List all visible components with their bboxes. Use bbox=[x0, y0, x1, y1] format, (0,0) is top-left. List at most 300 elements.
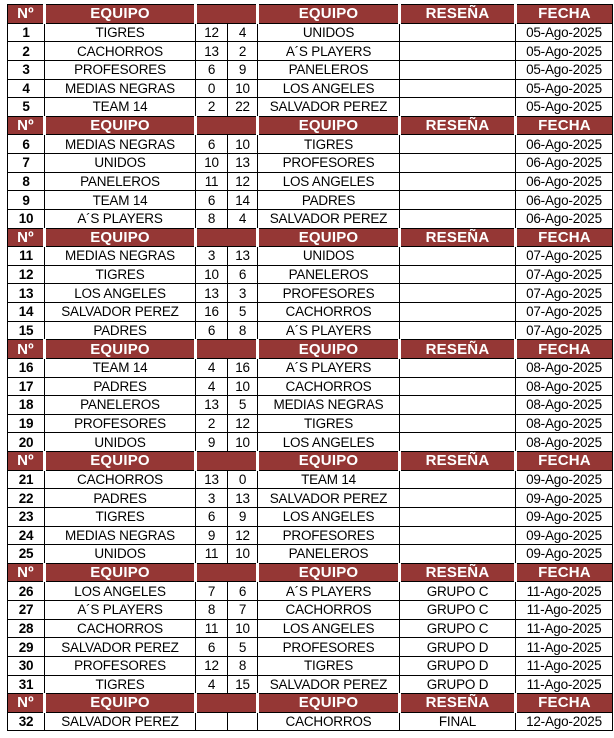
home-score-cell: 3 bbox=[196, 489, 228, 508]
fecha-cell: 09-Ago-2025 bbox=[516, 526, 613, 545]
home-team-cell: TIGRES bbox=[45, 507, 196, 526]
match-number-cell: 25 bbox=[8, 545, 45, 564]
home-team-cell: PADRES bbox=[45, 489, 196, 508]
fecha-cell: 11-Ago-2025 bbox=[516, 582, 613, 601]
header-num-cell: Nº bbox=[8, 228, 45, 247]
home-team-cell: CACHORROS bbox=[45, 619, 196, 638]
away-team-cell: LOS ANGELES bbox=[258, 172, 400, 191]
resena-cell bbox=[400, 284, 516, 303]
away-team-cell: A´S PLAYERS bbox=[258, 42, 400, 61]
fecha-cell: 07-Ago-2025 bbox=[516, 321, 613, 340]
match-number-cell: 8 bbox=[8, 172, 45, 191]
away-team-cell: LOS ANGELES bbox=[258, 507, 400, 526]
away-team-cell: LOS ANGELES bbox=[258, 433, 400, 452]
away-score-cell: 12 bbox=[228, 172, 258, 191]
match-number-cell: 32 bbox=[8, 712, 45, 731]
away-score-cell: 5 bbox=[228, 396, 258, 415]
match-row bbox=[8, 154, 613, 173]
away-team-cell: CACHORROS bbox=[258, 303, 400, 322]
match-row bbox=[8, 79, 613, 98]
resena-cell bbox=[400, 154, 516, 173]
header-fecha-cell: FECHA bbox=[516, 694, 613, 713]
match-row bbox=[8, 712, 613, 731]
away-team-cell: UNIDOS bbox=[258, 23, 400, 42]
fecha-cell: 05-Ago-2025 bbox=[516, 98, 613, 117]
header-equipo-right-cell: EQUIPO bbox=[258, 563, 400, 582]
match-row bbox=[8, 675, 613, 694]
header-num-cell: Nº bbox=[8, 563, 45, 582]
section-header-row bbox=[8, 340, 613, 359]
home-score-cell: 9 bbox=[196, 433, 228, 452]
match-row bbox=[8, 526, 613, 545]
match-row bbox=[8, 582, 613, 601]
home-score-cell: 6 bbox=[196, 191, 228, 210]
home-team-cell: LOS ANGELES bbox=[45, 582, 196, 601]
resena-cell bbox=[400, 42, 516, 61]
fecha-cell: 05-Ago-2025 bbox=[516, 79, 613, 98]
away-score-cell: 7 bbox=[228, 601, 258, 620]
home-score-cell: 13 bbox=[196, 284, 228, 303]
header-score-cell bbox=[196, 116, 258, 135]
away-score-cell: 10 bbox=[228, 79, 258, 98]
away-team-cell: PROFESORES bbox=[258, 154, 400, 173]
home-team-cell: UNIDOS bbox=[45, 433, 196, 452]
match-number-cell: 11 bbox=[8, 247, 45, 266]
away-team-cell: TEAM 14 bbox=[258, 470, 400, 489]
away-team-cell: TIGRES bbox=[258, 656, 400, 675]
section-header-row bbox=[8, 5, 613, 24]
header-num-cell: Nº bbox=[8, 452, 45, 471]
fecha-cell: 08-Ago-2025 bbox=[516, 377, 613, 396]
resena-cell bbox=[400, 358, 516, 377]
match-row bbox=[8, 60, 613, 79]
results-table bbox=[7, 4, 613, 731]
match-number-cell: 3 bbox=[8, 60, 45, 79]
fecha-cell: 05-Ago-2025 bbox=[516, 42, 613, 61]
home-team-cell: UNIDOS bbox=[45, 545, 196, 564]
home-score-cell: 3 bbox=[196, 247, 228, 266]
match-number-cell: 10 bbox=[8, 209, 45, 228]
home-team-cell: MEDIAS NEGRAS bbox=[45, 247, 196, 266]
resena-cell: GRUPO C bbox=[400, 582, 516, 601]
match-number-cell: 24 bbox=[8, 526, 45, 545]
away-score-cell: 16 bbox=[228, 358, 258, 377]
match-row bbox=[8, 23, 613, 42]
away-team-cell: SALVADOR PEREZ bbox=[258, 489, 400, 508]
resena-cell bbox=[400, 23, 516, 42]
home-score-cell: 4 bbox=[196, 377, 228, 396]
header-fecha-cell: FECHA bbox=[516, 340, 613, 359]
home-team-cell: A´S PLAYERS bbox=[45, 601, 196, 620]
resena-cell bbox=[400, 265, 516, 284]
fecha-cell: 06-Ago-2025 bbox=[516, 154, 613, 173]
resena-cell bbox=[400, 98, 516, 117]
match-number-cell: 20 bbox=[8, 433, 45, 452]
home-score-cell: 10 bbox=[196, 154, 228, 173]
home-score-cell: 11 bbox=[196, 172, 228, 191]
fecha-cell: 08-Ago-2025 bbox=[516, 433, 613, 452]
away-team-cell: SALVADOR PEREZ bbox=[258, 98, 400, 117]
header-resena-cell: RESEÑA bbox=[400, 694, 516, 713]
match-number-cell: 5 bbox=[8, 98, 45, 117]
match-number-cell: 28 bbox=[8, 619, 45, 638]
header-num-cell: Nº bbox=[8, 116, 45, 135]
resena-cell bbox=[400, 247, 516, 266]
match-row bbox=[8, 191, 613, 210]
away-team-cell: UNIDOS bbox=[258, 247, 400, 266]
home-score-cell: 8 bbox=[196, 209, 228, 228]
fecha-cell: 05-Ago-2025 bbox=[516, 60, 613, 79]
match-number-cell: 18 bbox=[8, 396, 45, 415]
fecha-cell: 07-Ago-2025 bbox=[516, 284, 613, 303]
match-row bbox=[8, 601, 613, 620]
away-score-cell: 15 bbox=[228, 675, 258, 694]
fecha-cell: 09-Ago-2025 bbox=[516, 489, 613, 508]
match-row bbox=[8, 321, 613, 340]
match-row bbox=[8, 377, 613, 396]
home-team-cell: PANELEROS bbox=[45, 396, 196, 415]
header-fecha-cell: FECHA bbox=[516, 116, 613, 135]
header-num-cell: Nº bbox=[8, 340, 45, 359]
resena-cell bbox=[400, 489, 516, 508]
away-score-cell: 8 bbox=[228, 321, 258, 340]
home-team-cell: UNIDOS bbox=[45, 154, 196, 173]
resena-cell bbox=[400, 377, 516, 396]
away-team-cell: A´S PLAYERS bbox=[258, 582, 400, 601]
match-number-cell: 27 bbox=[8, 601, 45, 620]
away-score-cell: 10 bbox=[228, 545, 258, 564]
fecha-cell: 11-Ago-2025 bbox=[516, 638, 613, 657]
fecha-cell: 06-Ago-2025 bbox=[516, 209, 613, 228]
fecha-cell: 06-Ago-2025 bbox=[516, 135, 613, 154]
header-num-cell: Nº bbox=[8, 694, 45, 713]
away-score-cell: 9 bbox=[228, 60, 258, 79]
header-fecha-cell: FECHA bbox=[516, 5, 613, 24]
home-team-cell: PROFESORES bbox=[45, 60, 196, 79]
away-score-cell: 10 bbox=[228, 135, 258, 154]
match-number-cell: 1 bbox=[8, 23, 45, 42]
home-team-cell: TIGRES bbox=[45, 23, 196, 42]
fecha-cell: 08-Ago-2025 bbox=[516, 396, 613, 415]
away-team-cell: A´S PLAYERS bbox=[258, 321, 400, 340]
home-score-cell: 6 bbox=[196, 321, 228, 340]
fecha-cell: 09-Ago-2025 bbox=[516, 545, 613, 564]
away-team-cell: CACHORROS bbox=[258, 712, 400, 731]
header-equipo-left-cell: EQUIPO bbox=[45, 228, 196, 247]
away-score-cell: 13 bbox=[228, 154, 258, 173]
away-score-cell: 6 bbox=[228, 582, 258, 601]
resena-cell bbox=[400, 507, 516, 526]
resena-cell bbox=[400, 209, 516, 228]
match-number-cell: 4 bbox=[8, 79, 45, 98]
away-score-cell: 13 bbox=[228, 247, 258, 266]
home-score-cell: 4 bbox=[196, 358, 228, 377]
header-equipo-left-cell: EQUIPO bbox=[45, 116, 196, 135]
match-number-cell: 6 bbox=[8, 135, 45, 154]
match-number-cell: 16 bbox=[8, 358, 45, 377]
match-row bbox=[8, 619, 613, 638]
match-row bbox=[8, 489, 613, 508]
fecha-cell: 11-Ago-2025 bbox=[516, 675, 613, 694]
away-team-cell: PROFESORES bbox=[258, 638, 400, 657]
match-row bbox=[8, 284, 613, 303]
resena-cell bbox=[400, 79, 516, 98]
fecha-cell: 06-Ago-2025 bbox=[516, 191, 613, 210]
match-number-cell: 13 bbox=[8, 284, 45, 303]
away-team-cell: PROFESORES bbox=[258, 284, 400, 303]
away-team-cell: SALVADOR PEREZ bbox=[258, 675, 400, 694]
header-equipo-right-cell: EQUIPO bbox=[258, 228, 400, 247]
home-score-cell: 2 bbox=[196, 98, 228, 117]
home-score-cell: 2 bbox=[196, 414, 228, 433]
home-team-cell: SALVADOR PEREZ bbox=[45, 638, 196, 657]
resena-cell: GRUPO D bbox=[400, 638, 516, 657]
match-number-cell: 31 bbox=[8, 675, 45, 694]
match-number-cell: 17 bbox=[8, 377, 45, 396]
away-team-cell: CACHORROS bbox=[258, 377, 400, 396]
away-score-cell: 12 bbox=[228, 526, 258, 545]
home-team-cell: PROFESORES bbox=[45, 414, 196, 433]
match-row bbox=[8, 638, 613, 657]
home-score-cell: 13 bbox=[196, 470, 228, 489]
away-score-cell: 5 bbox=[228, 638, 258, 657]
header-resena-cell: RESEÑA bbox=[400, 228, 516, 247]
results-table-body bbox=[8, 5, 613, 731]
home-score-cell: 13 bbox=[196, 396, 228, 415]
match-number-cell: 14 bbox=[8, 303, 45, 322]
away-score-cell: 10 bbox=[228, 619, 258, 638]
fecha-cell: 12-Ago-2025 bbox=[516, 712, 613, 731]
match-number-cell: 9 bbox=[8, 191, 45, 210]
match-number-cell: 21 bbox=[8, 470, 45, 489]
home-team-cell: MEDIAS NEGRAS bbox=[45, 135, 196, 154]
home-team-cell: TIGRES bbox=[45, 265, 196, 284]
home-team-cell: CACHORROS bbox=[45, 42, 196, 61]
fecha-cell: 07-Ago-2025 bbox=[516, 265, 613, 284]
home-team-cell: TEAM 14 bbox=[45, 191, 196, 210]
away-score-cell bbox=[228, 712, 258, 731]
fecha-cell: 05-Ago-2025 bbox=[516, 23, 613, 42]
away-team-cell: PROFESORES bbox=[258, 526, 400, 545]
away-team-cell: SALVADOR PEREZ bbox=[258, 209, 400, 228]
away-team-cell: A´S PLAYERS bbox=[258, 358, 400, 377]
header-num-cell: Nº bbox=[8, 5, 45, 24]
away-score-cell: 10 bbox=[228, 433, 258, 452]
match-row bbox=[8, 414, 613, 433]
resena-cell bbox=[400, 545, 516, 564]
fecha-cell: 07-Ago-2025 bbox=[516, 303, 613, 322]
match-row bbox=[8, 247, 613, 266]
home-team-cell: A´S PLAYERS bbox=[45, 209, 196, 228]
away-team-cell: TIGRES bbox=[258, 135, 400, 154]
home-score-cell: 12 bbox=[196, 656, 228, 675]
away-team-cell: LOS ANGELES bbox=[258, 79, 400, 98]
home-score-cell: 11 bbox=[196, 545, 228, 564]
header-equipo-left-cell: EQUIPO bbox=[45, 694, 196, 713]
resena-cell bbox=[400, 172, 516, 191]
away-score-cell: 3 bbox=[228, 284, 258, 303]
fecha-cell: 08-Ago-2025 bbox=[516, 414, 613, 433]
header-equipo-right-cell: EQUIPO bbox=[258, 452, 400, 471]
home-score-cell: 10 bbox=[196, 265, 228, 284]
match-row bbox=[8, 42, 613, 61]
home-score-cell: 11 bbox=[196, 619, 228, 638]
fecha-cell: 08-Ago-2025 bbox=[516, 358, 613, 377]
header-resena-cell: RESEÑA bbox=[400, 563, 516, 582]
match-row bbox=[8, 209, 613, 228]
header-fecha-cell: FECHA bbox=[516, 228, 613, 247]
header-equipo-left-cell: EQUIPO bbox=[45, 452, 196, 471]
header-score-cell bbox=[196, 452, 258, 471]
fecha-cell: 06-Ago-2025 bbox=[516, 172, 613, 191]
header-fecha-cell: FECHA bbox=[516, 452, 613, 471]
away-score-cell: 4 bbox=[228, 23, 258, 42]
fecha-cell: 09-Ago-2025 bbox=[516, 507, 613, 526]
home-score-cell: 6 bbox=[196, 638, 228, 657]
fecha-cell: 11-Ago-2025 bbox=[516, 601, 613, 620]
home-score-cell: 7 bbox=[196, 582, 228, 601]
match-number-cell: 15 bbox=[8, 321, 45, 340]
home-team-cell: PADRES bbox=[45, 321, 196, 340]
away-score-cell: 13 bbox=[228, 489, 258, 508]
fecha-cell: 11-Ago-2025 bbox=[516, 656, 613, 675]
resena-cell bbox=[400, 396, 516, 415]
match-row bbox=[8, 656, 613, 675]
header-score-cell bbox=[196, 694, 258, 713]
match-number-cell: 19 bbox=[8, 414, 45, 433]
resena-cell bbox=[400, 303, 516, 322]
resena-cell bbox=[400, 526, 516, 545]
fecha-cell: 09-Ago-2025 bbox=[516, 470, 613, 489]
home-score-cell: 0 bbox=[196, 79, 228, 98]
home-score-cell: 9 bbox=[196, 526, 228, 545]
match-row bbox=[8, 396, 613, 415]
header-score-cell bbox=[196, 5, 258, 24]
header-equipo-left-cell: EQUIPO bbox=[45, 563, 196, 582]
header-resena-cell: RESEÑA bbox=[400, 340, 516, 359]
home-team-cell: TEAM 14 bbox=[45, 98, 196, 117]
header-equipo-left-cell: EQUIPO bbox=[45, 5, 196, 24]
home-score-cell: 12 bbox=[196, 23, 228, 42]
match-row bbox=[8, 98, 613, 117]
resena-cell: FINAL bbox=[400, 712, 516, 731]
match-row bbox=[8, 135, 613, 154]
resena-cell: GRUPO D bbox=[400, 656, 516, 675]
match-number-cell: 2 bbox=[8, 42, 45, 61]
away-team-cell: MEDIAS NEGRAS bbox=[258, 396, 400, 415]
match-number-cell: 12 bbox=[8, 265, 45, 284]
match-row bbox=[8, 358, 613, 377]
resena-cell bbox=[400, 470, 516, 489]
home-team-cell: PADRES bbox=[45, 377, 196, 396]
away-score-cell: 5 bbox=[228, 303, 258, 322]
header-equipo-right-cell: EQUIPO bbox=[258, 694, 400, 713]
home-score-cell: 13 bbox=[196, 42, 228, 61]
away-score-cell: 22 bbox=[228, 98, 258, 117]
match-number-cell: 30 bbox=[8, 656, 45, 675]
home-score-cell: 6 bbox=[196, 135, 228, 154]
home-score-cell bbox=[196, 712, 228, 731]
away-score-cell: 6 bbox=[228, 265, 258, 284]
header-fecha-cell: FECHA bbox=[516, 563, 613, 582]
home-team-cell: SALVADOR PEREZ bbox=[45, 303, 196, 322]
section-header-row bbox=[8, 452, 613, 471]
header-score-cell bbox=[196, 228, 258, 247]
header-resena-cell: RESEÑA bbox=[400, 5, 516, 24]
section-header-row bbox=[8, 228, 613, 247]
away-score-cell: 14 bbox=[228, 191, 258, 210]
away-score-cell: 12 bbox=[228, 414, 258, 433]
header-resena-cell: RESEÑA bbox=[400, 452, 516, 471]
away-team-cell: TIGRES bbox=[258, 414, 400, 433]
resena-cell: GRUPO D bbox=[400, 675, 516, 694]
header-equipo-right-cell: EQUIPO bbox=[258, 116, 400, 135]
home-team-cell: CACHORROS bbox=[45, 470, 196, 489]
fecha-cell: 07-Ago-2025 bbox=[516, 247, 613, 266]
match-number-cell: 23 bbox=[8, 507, 45, 526]
match-row bbox=[8, 470, 613, 489]
header-equipo-right-cell: EQUIPO bbox=[258, 340, 400, 359]
match-number-cell: 22 bbox=[8, 489, 45, 508]
section-header-row bbox=[8, 563, 613, 582]
header-equipo-left-cell: EQUIPO bbox=[45, 340, 196, 359]
away-score-cell: 2 bbox=[228, 42, 258, 61]
match-row bbox=[8, 507, 613, 526]
resena-cell bbox=[400, 60, 516, 79]
home-score-cell: 4 bbox=[196, 675, 228, 694]
away-team-cell: PANELEROS bbox=[258, 60, 400, 79]
away-score-cell: 9 bbox=[228, 507, 258, 526]
away-score-cell: 0 bbox=[228, 470, 258, 489]
resena-cell: GRUPO C bbox=[400, 601, 516, 620]
resena-cell bbox=[400, 414, 516, 433]
away-score-cell: 4 bbox=[228, 209, 258, 228]
away-score-cell: 10 bbox=[228, 377, 258, 396]
away-team-cell: CACHORROS bbox=[258, 601, 400, 620]
header-resena-cell: RESEÑA bbox=[400, 116, 516, 135]
home-score-cell: 16 bbox=[196, 303, 228, 322]
section-header-row bbox=[8, 694, 613, 713]
away-team-cell: PADRES bbox=[258, 191, 400, 210]
match-row bbox=[8, 303, 613, 322]
match-row bbox=[8, 265, 613, 284]
match-number-cell: 29 bbox=[8, 638, 45, 657]
resena-cell: GRUPO C bbox=[400, 619, 516, 638]
match-row bbox=[8, 545, 613, 564]
away-score-cell: 8 bbox=[228, 656, 258, 675]
resena-cell bbox=[400, 135, 516, 154]
away-team-cell: PANELEROS bbox=[258, 545, 400, 564]
home-score-cell: 8 bbox=[196, 601, 228, 620]
header-equipo-right-cell: EQUIPO bbox=[258, 5, 400, 24]
home-team-cell: MEDIAS NEGRAS bbox=[45, 79, 196, 98]
home-score-cell: 6 bbox=[196, 60, 228, 79]
match-number-cell: 7 bbox=[8, 154, 45, 173]
home-team-cell: TIGRES bbox=[45, 675, 196, 694]
home-team-cell: LOS ANGELES bbox=[45, 284, 196, 303]
resena-cell bbox=[400, 321, 516, 340]
header-score-cell bbox=[196, 563, 258, 582]
home-team-cell: SALVADOR PEREZ bbox=[45, 712, 196, 731]
home-score-cell: 6 bbox=[196, 507, 228, 526]
home-team-cell: PROFESORES bbox=[45, 656, 196, 675]
resena-cell bbox=[400, 191, 516, 210]
match-number-cell: 26 bbox=[8, 582, 45, 601]
resena-cell bbox=[400, 433, 516, 452]
home-team-cell: TEAM 14 bbox=[45, 358, 196, 377]
away-team-cell: LOS ANGELES bbox=[258, 619, 400, 638]
home-team-cell: MEDIAS NEGRAS bbox=[45, 526, 196, 545]
